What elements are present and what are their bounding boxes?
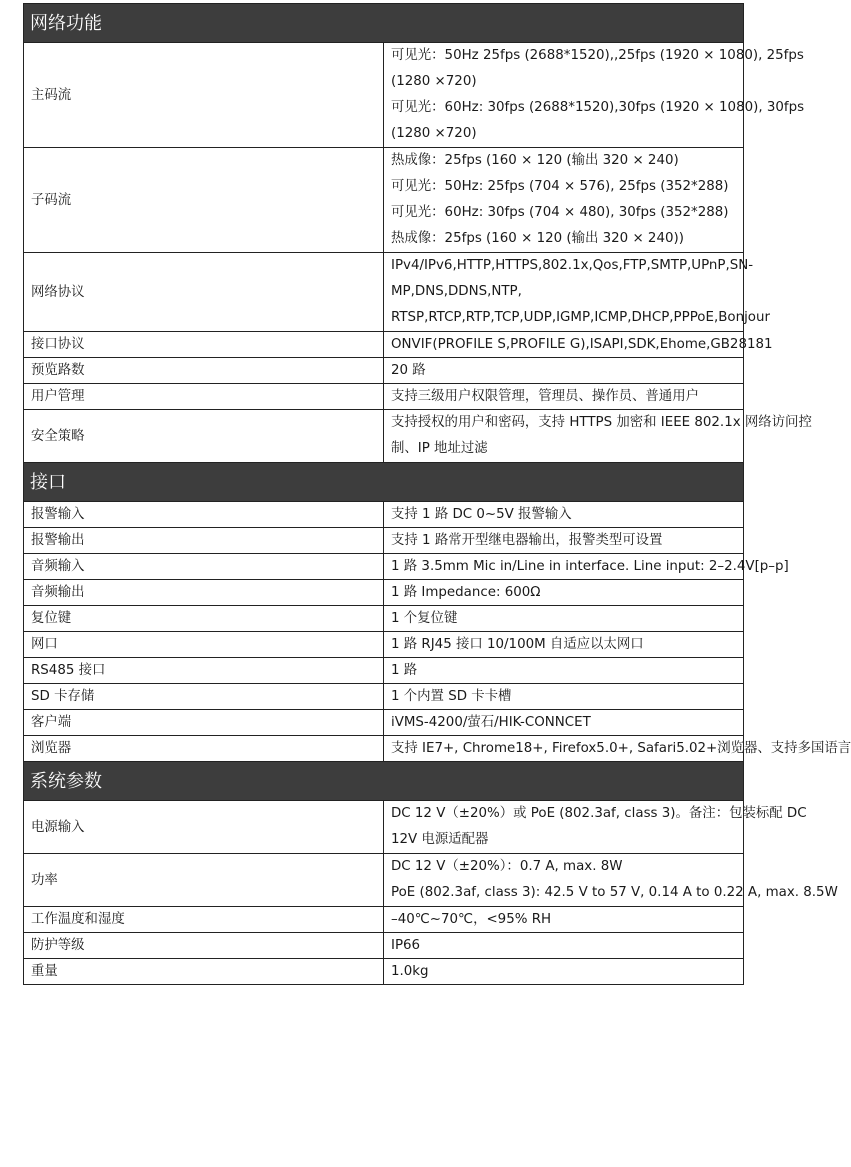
spec-value bbox=[384, 959, 744, 985]
section-header bbox=[24, 463, 744, 502]
spec-value-line: 支持 1 路 DC 0~5V 报警输入 bbox=[391, 507, 572, 522]
spec-table bbox=[23, 3, 851, 985]
spec-label: 复位键 bbox=[24, 606, 384, 632]
spec-value-line: DC 12 V（±20%）或 PoE (802.3af, class 3)。备注：包装标配 DC bbox=[391, 806, 807, 821]
spec-row bbox=[24, 959, 744, 985]
spec-row bbox=[24, 632, 744, 658]
spec-label: 主码流 bbox=[24, 43, 384, 148]
spec-value bbox=[384, 332, 773, 358]
spec-value bbox=[384, 606, 744, 632]
spec-value-line: 热成像：25fps (160 × 120 (输出 320 × 240)) bbox=[391, 231, 684, 246]
spec-label: 接口协议 bbox=[24, 332, 384, 358]
spec-value bbox=[384, 933, 744, 959]
spec-value bbox=[384, 253, 770, 332]
spec-row bbox=[24, 658, 744, 684]
spec-label: SD 卡存储 bbox=[24, 684, 384, 710]
spec-label: 子码流 bbox=[24, 148, 384, 253]
spec-value bbox=[384, 736, 851, 762]
spec-label: RS485 接口 bbox=[24, 658, 384, 684]
section-header bbox=[24, 4, 744, 43]
spec-value-line: 12V 电源适配器 bbox=[391, 832, 489, 847]
section-title: 网络功能 bbox=[24, 4, 744, 43]
spec-value bbox=[384, 148, 744, 253]
spec-value-line: 1.0kg bbox=[391, 964, 429, 979]
section-header bbox=[24, 762, 744, 801]
spec-value-line: 热成像：25fps (160 × 120 (输出 320 × 240) bbox=[391, 153, 679, 168]
spec-value bbox=[384, 710, 744, 736]
spec-label: 客户端 bbox=[24, 710, 384, 736]
spec-value-line: IPv4/IPv6,HTTP,HTTPS,802.1x,Qos,FTP,SMTP,UPnP,SN- bbox=[391, 258, 754, 273]
spec-value bbox=[384, 384, 744, 410]
spec-value-line: (1280 ×720) bbox=[391, 126, 477, 141]
spec-value bbox=[384, 684, 744, 710]
spec-label: 安全策略 bbox=[24, 410, 384, 463]
spec-label: 网口 bbox=[24, 632, 384, 658]
spec-label: 音频输出 bbox=[24, 580, 384, 606]
spec-value bbox=[384, 658, 744, 684]
spec-label: 重量 bbox=[24, 959, 384, 985]
spec-label: 工作温度和湿度 bbox=[24, 907, 384, 933]
spec-value-line: 1 个复位键 bbox=[391, 611, 458, 626]
spec-label: 网络协议 bbox=[24, 253, 384, 332]
spec-value-line: ONVIF(PROFILE S,PROFILE G),ISAPI,SDK,Ehome,GB28181 bbox=[391, 337, 773, 352]
spec-value-line: –40℃~70℃，<95% RH bbox=[391, 912, 552, 927]
spec-value bbox=[384, 554, 789, 580]
spec-row bbox=[24, 736, 744, 762]
spec-value bbox=[384, 907, 744, 933]
spec-value bbox=[384, 502, 744, 528]
spec-row bbox=[24, 410, 744, 463]
spec-value-line: 1 路 3.5mm Mic in/Line in interface. Line input: 2–2.4V[p–p] bbox=[391, 559, 789, 574]
spec-value-line: 可见光：50Hz: 25fps (704 × 576), 25fps (352*288) bbox=[391, 179, 729, 194]
spec-value-line: 可见光：50Hz 25fps (2688*1520),,25fps (1920 × 1080), 25fps bbox=[391, 48, 804, 63]
spec-row bbox=[24, 933, 744, 959]
spec-value bbox=[384, 43, 805, 148]
section-title: 系统参数 bbox=[24, 762, 744, 801]
spec-sheet bbox=[23, 3, 851, 985]
spec-value-line: MP,DNS,DDNS,NTP, bbox=[391, 284, 522, 299]
spec-value bbox=[384, 580, 744, 606]
spec-row bbox=[24, 606, 744, 632]
spec-row bbox=[24, 801, 744, 854]
spec-label: 电源输入 bbox=[24, 801, 384, 854]
spec-label: 用户管理 bbox=[24, 384, 384, 410]
spec-value-line: PoE (802.3af, class 3): 42.5 V to 57 V, 0.14 A to 0.22 A, max. 8.5W bbox=[391, 885, 838, 900]
spec-value bbox=[384, 632, 744, 658]
spec-row bbox=[24, 907, 744, 933]
spec-label: 防护等级 bbox=[24, 933, 384, 959]
spec-value-line: 支持 IE7+, Chrome18+, Firefox5.0+, Safari5.02+浏览器、支持多国语言 bbox=[391, 741, 851, 756]
spec-value bbox=[384, 358, 744, 384]
spec-value-line: 1 个内置 SD 卡卡槽 bbox=[391, 689, 512, 704]
spec-value-line: (1280 ×720) bbox=[391, 74, 477, 89]
spec-value-line: 支持三级用户权限管理，管理员、操作员、普通用户 bbox=[391, 389, 699, 404]
spec-row bbox=[24, 43, 744, 148]
spec-value bbox=[384, 410, 812, 463]
spec-label: 报警输入 bbox=[24, 502, 384, 528]
spec-value-line: DC 12 V（±20%）：0.7 A, max. 8W bbox=[391, 859, 623, 874]
spec-row bbox=[24, 384, 744, 410]
spec-value-line: 20 路 bbox=[391, 363, 426, 378]
spec-label: 音频输入 bbox=[24, 554, 384, 580]
spec-row bbox=[24, 710, 744, 736]
spec-value-line: RTSP,RTCP,RTP,TCP,UDP,IGMP,ICMP,DHCP,PPPoE,Bonjour bbox=[391, 310, 770, 325]
spec-value-line: 1 路 bbox=[391, 663, 418, 678]
spec-value bbox=[384, 854, 838, 907]
spec-row bbox=[24, 580, 744, 606]
spec-row bbox=[24, 528, 744, 554]
spec-row bbox=[24, 554, 744, 580]
spec-value-line: 1 路 RJ45 接口 10/100M 自适应以太网口 bbox=[391, 637, 644, 652]
spec-label: 功率 bbox=[24, 854, 384, 907]
spec-value-line: iVMS-4200/萤石/HIK-CONNCET bbox=[391, 715, 591, 730]
spec-value-line: 可见光：60Hz: 30fps (704 × 480), 30fps (352*288) bbox=[391, 205, 729, 220]
spec-row bbox=[24, 684, 744, 710]
spec-value-line: IP66 bbox=[391, 938, 421, 953]
spec-row bbox=[24, 332, 744, 358]
spec-row bbox=[24, 854, 744, 907]
spec-value-line: 可见光：60Hz: 30fps (2688*1520),30fps (1920 × 1080), 30fps bbox=[391, 100, 805, 115]
spec-value-line: 制、IP 地址过滤 bbox=[391, 441, 488, 456]
spec-value-line: 支持授权的用户和密码，支持 HTTPS 加密和 IEEE 802.1x 网络访问控 bbox=[391, 415, 812, 430]
spec-value-line: 1 路 Impedance: 600Ω bbox=[391, 585, 541, 600]
spec-value bbox=[384, 528, 744, 554]
spec-row bbox=[24, 148, 744, 253]
spec-label: 浏览器 bbox=[24, 736, 384, 762]
spec-value-line: 支持 1 路常开型继电器输出，报警类型可设置 bbox=[391, 533, 663, 548]
spec-label: 报警输出 bbox=[24, 528, 384, 554]
spec-row bbox=[24, 253, 744, 332]
spec-row bbox=[24, 358, 744, 384]
spec-row bbox=[24, 502, 744, 528]
spec-label: 预览路数 bbox=[24, 358, 384, 384]
spec-value bbox=[384, 801, 807, 854]
section-title: 接口 bbox=[24, 463, 744, 502]
